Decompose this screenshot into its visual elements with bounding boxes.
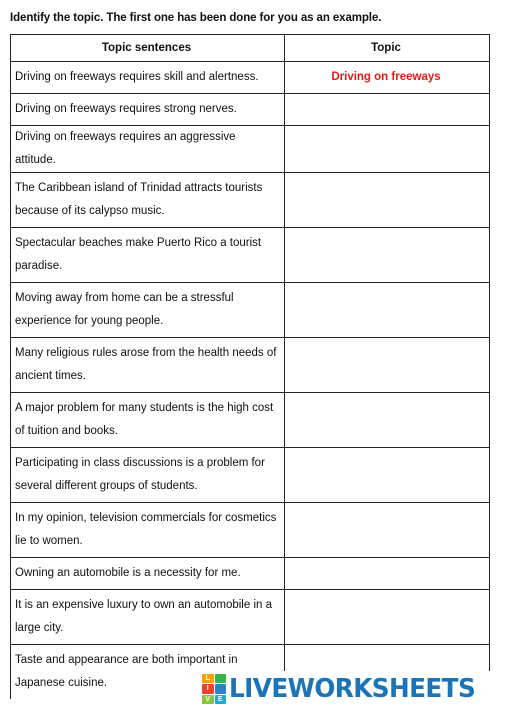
table-row — [11, 338, 490, 393]
table-row — [11, 558, 490, 590]
topic-sentence: Driving on freeways requires strong nerves. — [11, 94, 285, 126]
logo-block — [215, 684, 227, 693]
example-topic-answer: Driving on freeways — [285, 62, 490, 94]
topic-sentence: Participating in class discussions is a problem for several different groups of students. — [11, 448, 285, 503]
instructions-text: Identify the topic. The first one has been done for you as an example. — [10, 12, 382, 24]
logo-block: L — [202, 674, 214, 683]
topic-answer-field[interactable] — [285, 94, 490, 126]
logo-blocks-icon — [202, 674, 226, 704]
topic-sentence: In my opinion, television commercials for cosmetics lie to women. — [11, 503, 285, 558]
table-row — [11, 590, 490, 645]
table-row — [11, 283, 490, 338]
logo-block: V — [202, 695, 214, 704]
topic-sentence: Driving on freeways requires an aggressive attitude. — [11, 126, 285, 173]
logo-block: I — [202, 684, 214, 693]
table-row — [11, 126, 490, 173]
topic-sentence: Taste and appearance are both important in Japanese cuisine. — [11, 645, 285, 700]
logo-text: LIVEWORKSHEETS — [229, 674, 476, 704]
topic-answer-field[interactable] — [285, 393, 490, 448]
topic-answer-field[interactable] — [285, 283, 490, 338]
topic-table — [10, 34, 490, 699]
header-topic: Topic — [285, 35, 490, 62]
table-row — [11, 62, 490, 94]
topic-sentence: Driving on freeways requires skill and alertness. — [11, 62, 285, 94]
topic-answer-field[interactable] — [285, 228, 490, 283]
logo-block: E — [215, 695, 227, 704]
table-row — [11, 228, 490, 283]
liveworksheets-logo — [198, 671, 494, 707]
topic-answer-field[interactable] — [285, 448, 490, 503]
topic-answer-field[interactable] — [285, 173, 490, 228]
table-row — [11, 503, 490, 558]
table-row — [11, 173, 490, 228]
table-row — [11, 448, 490, 503]
topic-sentence: A major problem for many students is the high cost of tuition and books. — [11, 393, 285, 448]
topic-sentence: Many religious rules arose from the health needs of ancient times. — [11, 338, 285, 393]
table-header-row — [11, 35, 490, 62]
topic-answer-field[interactable] — [285, 590, 490, 645]
topic-sentence: It is an expensive luxury to own an automobile in a large city. — [11, 590, 285, 645]
topic-answer-field[interactable] — [285, 558, 490, 590]
table-row — [11, 393, 490, 448]
topic-sentence: The Caribbean island of Trinidad attracts tourists because of its calypso music. — [11, 173, 285, 228]
topic-answer-field[interactable] — [285, 338, 490, 393]
topic-sentence: Owning an automobile is a necessity for me. — [11, 558, 285, 590]
logo-block — [215, 674, 227, 683]
header-topic-sentences: Topic sentences — [11, 35, 285, 62]
topic-sentence: Moving away from home can be a stressful experience for young people. — [11, 283, 285, 338]
topic-answer-field[interactable] — [285, 503, 490, 558]
topic-sentence: Spectacular beaches make Puerto Rico a tourist paradise. — [11, 228, 285, 283]
table-row — [11, 94, 490, 126]
topic-answer-field[interactable] — [285, 126, 490, 173]
